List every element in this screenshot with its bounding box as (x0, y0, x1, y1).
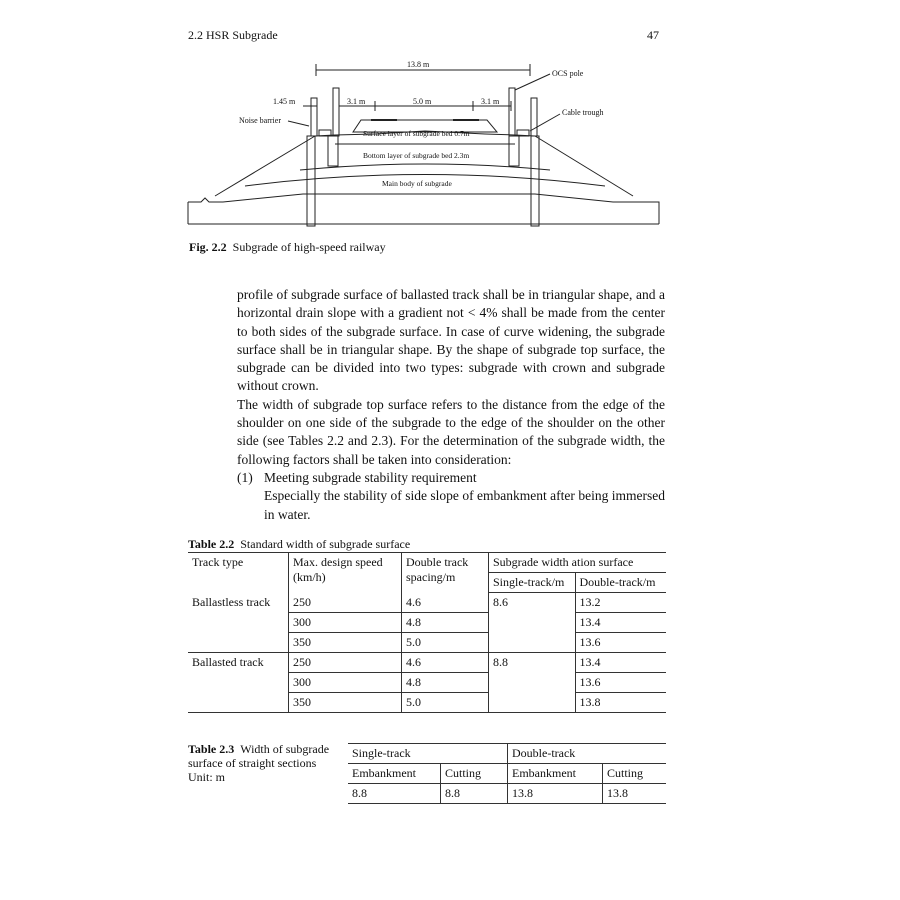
table-row (348, 784, 666, 804)
table-2-3-caption (188, 742, 338, 784)
col-single: Single-track/m (489, 573, 576, 593)
label-left-offset: 1.45 m (273, 97, 296, 106)
col-double: Double-track/m (575, 573, 666, 593)
table-2-3-unit: Unit: m (188, 770, 226, 784)
table-2-2 (188, 552, 666, 713)
col-double-track: Double-track (508, 744, 667, 764)
table-2-2-label: Table 2.2 (188, 537, 235, 551)
cell-single: 8.8 (489, 653, 576, 713)
leader-ocs (515, 74, 550, 90)
paragraph-2: The width of subgrade top surface refers to the distance from the edge of the shoulder on one side of the subgrade to the edge of the shoulder on the other side (see Tables 2.2 and 2.3). For the determination of the subgrade width, the following factors shall be taken into consideration: (237, 396, 665, 467)
col-spacing: Double track spacing/m (402, 553, 489, 593)
subgrade-cross-section-diagram (185, 58, 663, 233)
cell-double: 13.4 (575, 653, 666, 673)
list-item-1-heading: Meeting subgrade stability requirement (264, 469, 477, 485)
left-pile-1 (307, 136, 315, 226)
table-2-2-caption (188, 537, 410, 552)
col-width-group: Subgrade width ation surface (489, 553, 667, 573)
cell-single: 8.6 (489, 593, 576, 653)
figure-caption-text: Subgrade of high-speed railway (232, 240, 386, 254)
figure-caption-label: Fig. 2.2 (189, 240, 227, 254)
ground-line (188, 194, 659, 224)
cell-spacing: 5.0 (402, 633, 489, 653)
label-cable-trough: Cable trough (562, 108, 604, 117)
cell-double: 13.8 (575, 693, 666, 713)
right-slope (535, 136, 633, 196)
list-item-1-title (237, 469, 665, 487)
label-span-left: 3.1 m (347, 97, 366, 106)
cell-value: 8.8 (352, 786, 367, 800)
cell-value: 8.8 (441, 784, 508, 804)
table-row (188, 653, 666, 673)
cell-speed: 350 (289, 633, 402, 653)
right-pile-2 (531, 136, 539, 226)
cell-value: 13.8 (508, 784, 603, 804)
cell-double: 13.6 (575, 673, 666, 693)
col-cutting: Cutting (603, 764, 667, 784)
cell-speed: 300 (289, 673, 402, 693)
label-total-width: 13.8 m (407, 60, 430, 69)
left-slope (215, 136, 315, 196)
body-text (237, 286, 665, 524)
page-number: 47 (647, 28, 659, 42)
table-2-3-label: Table 2.3 (188, 742, 235, 756)
label-span-mid: 5.0 m (413, 97, 432, 106)
table-2-2-title: Standard width of subgrade surface (240, 537, 411, 551)
left-pile-2 (328, 136, 338, 166)
table-2-3-title: Width of subgrade surface of straight sections (188, 742, 330, 770)
cell-double: 13.6 (575, 633, 666, 653)
cell-double: 13.2 (575, 593, 666, 613)
col-cutting: Cutting (441, 764, 508, 784)
col-embankment: Embankment (352, 766, 416, 780)
label-span-right: 3.1 m (481, 97, 500, 106)
cell-speed: 350 (289, 693, 402, 713)
cell-value: 13.8 (603, 784, 667, 804)
right-pile-1 (509, 136, 519, 166)
cell-spacing: 4.8 (402, 673, 489, 693)
left-ocs-pole (333, 88, 339, 136)
cell-track-type: Ballastless track (192, 594, 271, 609)
cell-speed: 250 (289, 593, 402, 613)
cell-spacing: 5.0 (402, 693, 489, 713)
label-surface-layer: Surface layer of subgrade bed 0.7m (363, 129, 470, 138)
left-noise-barrier (311, 98, 317, 136)
col-speed: Max. design speed (km/h) (289, 553, 402, 593)
table-2-3 (348, 743, 666, 804)
list-item-1-number: (1) (237, 469, 253, 485)
label-ocs-pole: OCS pole (552, 69, 584, 78)
cell-spacing: 4.6 (402, 593, 489, 613)
cell-speed: 300 (289, 613, 402, 633)
col-embankment: Embankment (508, 764, 603, 784)
cell-spacing: 4.8 (402, 613, 489, 633)
label-bottom-layer: Bottom layer of subgrade bed 2.3m (363, 151, 470, 160)
paragraph-1: profile of subgrade surface of ballasted track shall be in triangular shape, and a horizontal drain slope with a gradient not < 4% shall be made from the center to both sides of the subgrade surface. In case of curve widening, the subgrade surface shall be in triangular shape. By the shape of subgrade top surface, the subgrade can be divided into two types: subgrade with crown and subgrade without crown. (237, 287, 665, 394)
col-single-track: Single-track (348, 744, 508, 764)
cell-spacing: 4.6 (402, 653, 489, 673)
table-row (188, 593, 666, 613)
label-main-body: Main body of subgrade (382, 179, 452, 188)
right-ocs-pole (509, 88, 515, 136)
leader-noise (288, 121, 309, 126)
list-item-1-text: Especially the stability of side slope of embankment after being immersed in water. (264, 488, 665, 522)
cell-track-type: Ballasted track (192, 655, 264, 669)
label-noise-barrier: Noise barrier (239, 116, 281, 125)
col-track-type: Track type (192, 555, 244, 569)
cell-speed: 250 (289, 653, 402, 673)
figure-caption (189, 240, 386, 255)
running-header: 2.2 HSR Subgrade (188, 28, 278, 42)
leader-cable (530, 114, 560, 131)
cell-double: 13.4 (575, 613, 666, 633)
